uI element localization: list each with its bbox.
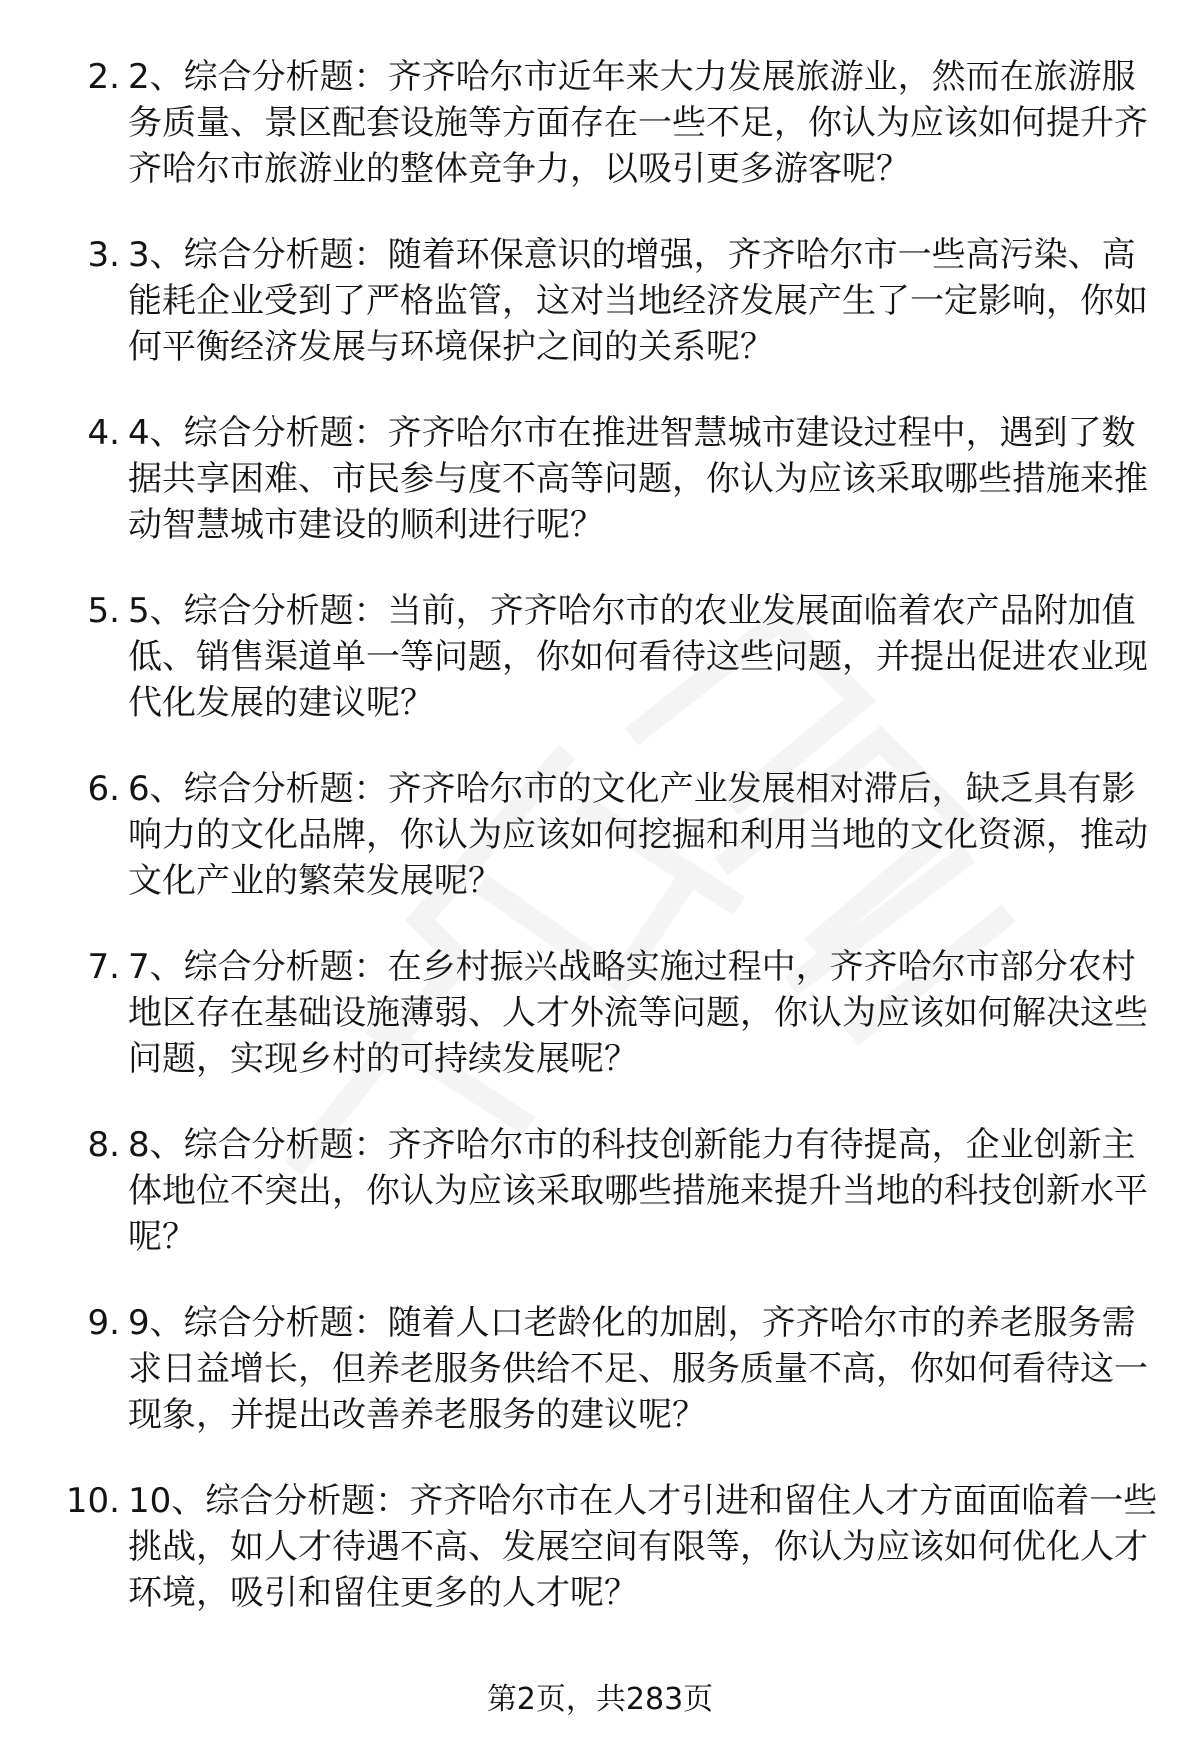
question-number: 6. bbox=[87, 769, 120, 809]
question-number: 10. bbox=[65, 1481, 120, 1521]
question-item bbox=[0, 410, 1200, 588]
question-text: 5、综合分析题：当前，齐齐哈尔市的农业发展面临着农产品附加值低、销售渠道单一等问题，你如何看待这些问题，并提出促进农业现代化发展的建议呢？ bbox=[128, 591, 1148, 723]
question-number: 4. bbox=[87, 413, 120, 453]
question-text: 2、综合分析题：齐齐哈尔市近年来大力发展旅游业，然而在旅游服务质量、景区配套设施等方面存在一些不足，你认为应该如何提升齐齐哈尔市旅游业的整体竞争力，以吸引更多游客呢？ bbox=[128, 57, 1148, 189]
page-footer bbox=[0, 1680, 1200, 1720]
question-item bbox=[0, 54, 1200, 232]
question-number: 5. bbox=[87, 591, 120, 631]
question-item bbox=[0, 944, 1200, 1122]
page-number-label: 第2页，共283页 bbox=[486, 1682, 714, 1717]
question-text: 6、综合分析题：齐齐哈尔市的文化产业发展相对滞后，缺乏具有影响力的文化品牌，你认为应该如何挖掘和利用当地的文化资源，推动文化产业的繁荣发展呢？ bbox=[128, 769, 1148, 901]
question-item bbox=[0, 232, 1200, 410]
question-text: 9、综合分析题：随着人口老龄化的加剧，齐齐哈尔市的养老服务需求日益增长，但养老服务供给不足、服务质量不高，你如何看待这一现象，并提出改善养老服务的建议呢？ bbox=[128, 1303, 1148, 1435]
question-item bbox=[0, 1300, 1200, 1478]
question-number: 8. bbox=[87, 1125, 120, 1165]
question-item bbox=[0, 766, 1200, 944]
question-item bbox=[0, 588, 1200, 766]
question-text: 8、综合分析题：齐齐哈尔市的科技创新能力有待提高，企业创新主体地位不突出，你认为应该采取哪些措施来提升当地的科技创新水平呢？ bbox=[128, 1125, 1148, 1257]
question-item bbox=[0, 1478, 1200, 1656]
question-text: 3、综合分析题：随着环保意识的增强，齐齐哈尔市一些高污染、高能耗企业受到了严格监管，这对当地经济发展产生了一定影响，你如何平衡经济发展与环境保护之间的关系呢？ bbox=[128, 235, 1148, 367]
question-number: 2. bbox=[87, 57, 120, 97]
question-number: 9. bbox=[87, 1303, 120, 1343]
question-item bbox=[0, 1122, 1200, 1300]
question-number: 3. bbox=[87, 235, 120, 275]
question-number: 7. bbox=[87, 947, 120, 987]
question-text: 10、综合分析题：齐齐哈尔市在人才引进和留住人才方面面临着一些挑战，如人才待遇不高、发展空间有限等，你认为应该如何优化人才环境，吸引和留住更多的人才呢？ bbox=[128, 1481, 1158, 1613]
question-text: 7、综合分析题：在乡村振兴战略实施过程中，齐齐哈尔市部分农村地区存在基础设施薄弱、人才外流等问题，你认为应该如何解决这些问题，实现乡村的可持续发展呢？ bbox=[128, 947, 1148, 1079]
question-text: 4、综合分析题：齐齐哈尔市在推进智慧城市建设过程中，遇到了数据共享困难、市民参与度不高等问题，你认为应该采取哪些措施来推动智慧城市建设的顺利进行呢？ bbox=[128, 413, 1148, 545]
question-list bbox=[0, 54, 1200, 1656]
